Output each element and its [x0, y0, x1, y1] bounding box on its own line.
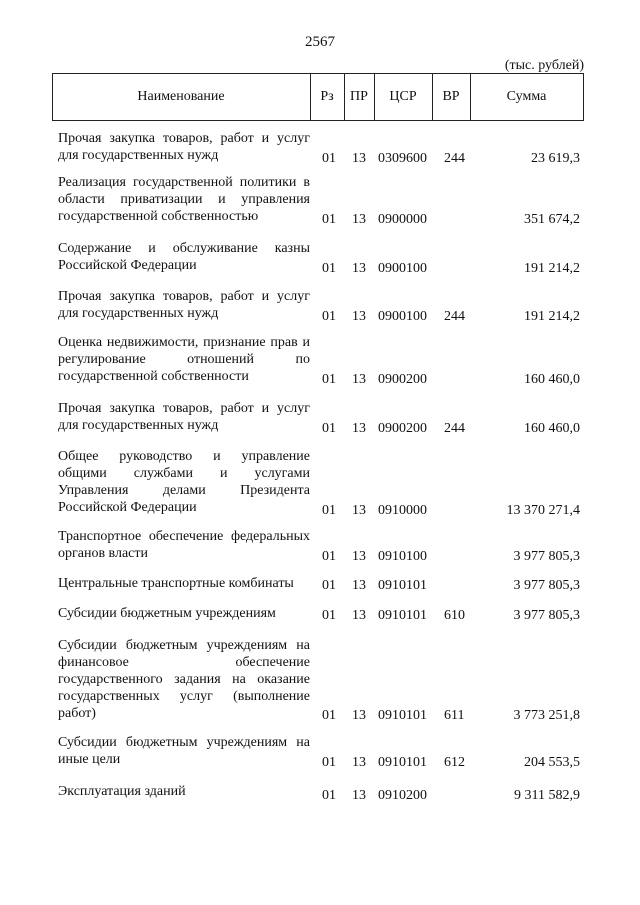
row-rz: 01 — [322, 212, 336, 227]
row-pr: 13 — [352, 708, 366, 723]
row-rz: 01 — [322, 309, 336, 324]
table-row — [52, 174, 584, 230]
row-name: Прочая закупка товаров, работ и услуг для государственных нужд — [58, 289, 310, 321]
row-rz: 01 — [322, 151, 336, 166]
row-sum: 9 311 582,9 — [514, 788, 580, 803]
row-sum: 204 553,5 — [524, 755, 580, 770]
row-csr: 0900100 — [378, 309, 427, 324]
header-csr: ЦСР — [389, 89, 417, 104]
row-vr: 610 — [444, 608, 465, 623]
row-sum: 351 674,2 — [524, 212, 580, 227]
table-row — [52, 605, 584, 625]
row-sum: 191 214,2 — [524, 309, 580, 324]
row-name: Реализация государственной политики в области приватизации и управления государственной собственностью — [58, 175, 310, 224]
row-name: Субсидии бюджетным учреждениям на иные цели — [58, 735, 310, 767]
row-pr: 13 — [352, 309, 366, 324]
row-name: Общее руководство и управление общими службами и услугами Управления делами Президента Российской Федерации — [58, 449, 310, 515]
table-row — [52, 288, 584, 328]
row-rz: 01 — [322, 608, 336, 623]
row-csr: 0910000 — [378, 503, 427, 518]
row-rz: 01 — [322, 261, 336, 276]
row-name: Оценка недвижимости, признание прав и регулирование отношений по государственной собственности — [58, 335, 310, 384]
row-vr: 611 — [444, 708, 465, 723]
row-vr: 244 — [444, 309, 465, 324]
row-rz: 01 — [322, 421, 336, 436]
row-csr: 0910101 — [378, 755, 427, 770]
row-pr: 13 — [352, 151, 366, 166]
row-pr: 13 — [352, 212, 366, 227]
row-pr: 13 — [352, 372, 366, 387]
table-row — [52, 575, 584, 595]
row-csr: 0900200 — [378, 372, 427, 387]
row-csr: 0900000 — [378, 212, 427, 227]
row-csr: 0910101 — [378, 708, 427, 723]
table-row — [52, 734, 584, 774]
row-sum: 160 460,0 — [524, 421, 580, 436]
row-sum: 3 977 805,3 — [513, 608, 580, 623]
row-name: Прочая закупка товаров, работ и услуг для государственных нужд — [58, 131, 310, 163]
unit-note: (тыс. рублей) — [504, 58, 584, 73]
row-name: Субсидии бюджетным учреждениям на финансовое обеспечение государственного задания на оказание государственных услуг (выполнение работ) — [58, 638, 310, 721]
row-csr: 0910101 — [378, 578, 427, 593]
row-csr: 0900200 — [378, 421, 427, 436]
header-pr: ПР — [350, 89, 368, 104]
row-rz: 01 — [322, 372, 336, 387]
row-name: Содержание и обслуживание казны Российской Федерации — [58, 241, 310, 273]
row-pr: 13 — [352, 503, 366, 518]
table-row — [52, 528, 584, 568]
row-pr: 13 — [352, 755, 366, 770]
row-pr: 13 — [352, 578, 366, 593]
row-name: Эксплуатация зданий — [58, 784, 186, 799]
row-rz: 01 — [322, 755, 336, 770]
row-vr: 244 — [444, 421, 465, 436]
row-name: Субсидии бюджетным учреждениям — [58, 606, 276, 621]
row-name: Транспортное обеспечение федеральных органов власти — [58, 529, 310, 561]
header-name: Наименование — [137, 89, 225, 104]
table-row — [52, 334, 584, 390]
table-row — [52, 448, 584, 520]
row-sum: 3 977 805,3 — [513, 578, 580, 593]
row-rz: 01 — [322, 549, 336, 564]
row-vr: 244 — [444, 151, 465, 166]
row-csr: 0910101 — [378, 608, 427, 623]
row-vr: 612 — [444, 755, 465, 770]
row-sum: 3 773 251,8 — [513, 708, 580, 723]
row-name: Прочая закупка товаров, работ и услуг для государственных нужд — [58, 401, 310, 433]
row-rz: 01 — [322, 788, 336, 803]
table-header — [52, 73, 584, 121]
header-vr: ВР — [442, 89, 460, 104]
row-csr: 0910200 — [378, 788, 427, 803]
row-rz: 01 — [322, 708, 336, 723]
row-name: Центральные транспортные комбинаты — [58, 576, 294, 591]
row-sum: 160 460,0 — [524, 372, 580, 387]
table-row — [52, 637, 584, 725]
row-sum: 23 619,3 — [531, 151, 580, 166]
row-pr: 13 — [352, 608, 366, 623]
row-pr: 13 — [352, 261, 366, 276]
page-number: 2567 — [305, 34, 335, 50]
row-csr: 0900100 — [378, 261, 427, 276]
row-sum: 13 370 271,4 — [506, 503, 580, 518]
row-pr: 13 — [352, 549, 366, 564]
row-rz: 01 — [322, 578, 336, 593]
header-sum: Сумма — [506, 89, 547, 104]
table-row — [52, 783, 584, 803]
row-pr: 13 — [352, 788, 366, 803]
table-row — [52, 240, 584, 280]
row-csr: 0910100 — [378, 549, 427, 564]
row-rz: 01 — [322, 503, 336, 518]
row-sum: 191 214,2 — [524, 261, 580, 276]
row-csr: 0309600 — [378, 151, 427, 166]
table-row — [52, 400, 584, 440]
header-rz: Рз — [320, 89, 334, 104]
row-sum: 3 977 805,3 — [513, 549, 580, 564]
row-pr: 13 — [352, 421, 366, 436]
table-row — [52, 130, 584, 170]
